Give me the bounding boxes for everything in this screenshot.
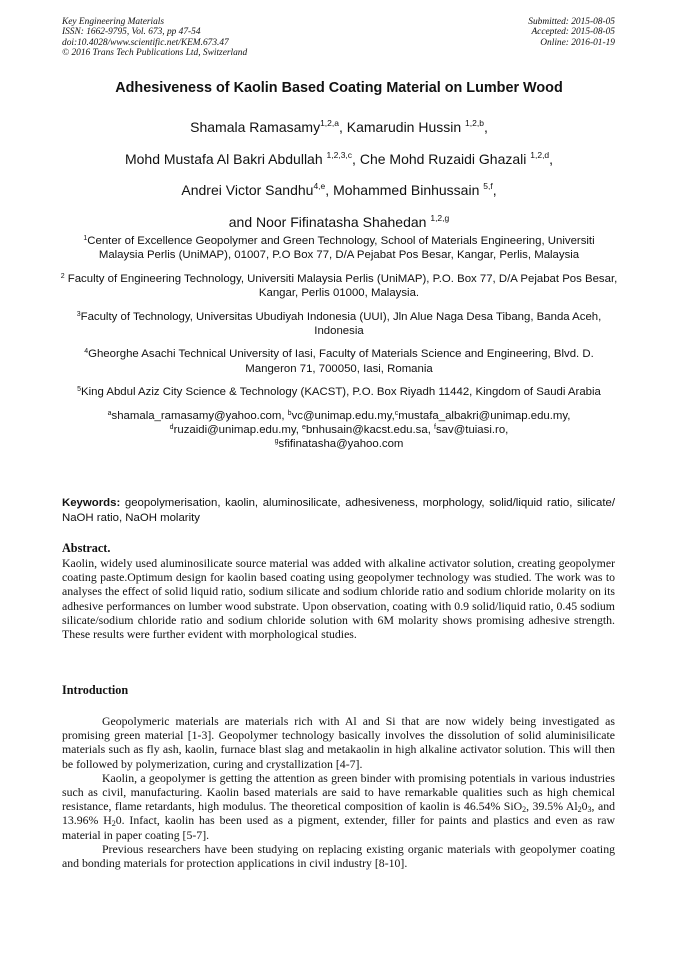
affiliation-text: Faculty of Technology, Universitas Ubudiyah Indonesia (UUI), Jln Alue Naga Desa Tibang, Banda Aceh, Indonesia xyxy=(80,310,602,338)
affiliation xyxy=(60,347,618,376)
author-separator: , xyxy=(483,119,488,135)
affiliation-number: 4 xyxy=(84,348,89,356)
affiliation xyxy=(60,385,618,399)
author-superscript: 4,e xyxy=(313,181,326,191)
author-separator: , xyxy=(325,182,334,198)
affiliation-number: 2 xyxy=(60,272,65,280)
subscript: 3 xyxy=(587,805,592,815)
email-marker: d xyxy=(169,424,174,432)
author-separator: , xyxy=(352,150,360,167)
author-name: Andrei Victor Sandhu xyxy=(181,182,314,198)
author-line xyxy=(0,175,678,207)
affiliation-number: 1 xyxy=(83,235,88,242)
text-run: 0 xyxy=(581,799,588,814)
abstract-text xyxy=(62,556,615,641)
email-marker: f xyxy=(434,424,436,432)
author-name: Shamala Ramasamy xyxy=(190,119,321,135)
author-superscript: 1,2,d xyxy=(530,149,550,160)
paragraph: Previous researchers have been studying on replacing existing organic materials with geopolymer coating and bonding materials for protection applications in civil industry [8-10]. xyxy=(62,841,615,871)
affiliation-number: 3 xyxy=(76,310,81,318)
journal-info xyxy=(62,17,247,59)
author-name: Kamarudin Hussin xyxy=(346,119,466,135)
author-superscript: 1,2,b xyxy=(465,118,484,128)
email-address: sfifinatasha@yahoo.com xyxy=(278,438,404,451)
text-run: Kaolin, a geopolymer is getting the attention as green binder with promising potentials in various industries such as civil, manufacturing. Kaolin based materials are said to have remarkable qualities such as high chemical resistance, flame retardants, high modulus. The theoretical composition of kaolin is 46.54% SiO xyxy=(62,770,615,814)
journal-name: Key Engineering Materials xyxy=(62,17,165,27)
introduction-body xyxy=(62,714,615,870)
email-line xyxy=(60,409,618,423)
email-marker: a xyxy=(107,409,112,417)
email-marker: c xyxy=(394,409,399,417)
text-run: , and 13.96% H xyxy=(62,799,615,828)
affiliations xyxy=(60,234,618,452)
email-address: shamala_ramasamy@yahoo.com, xyxy=(111,409,288,422)
submitted-date: Submitted: 2015-08-05 xyxy=(528,17,615,27)
paragraph xyxy=(62,771,615,842)
author-superscript: 1,2,3,c xyxy=(326,149,353,160)
paragraph: Geopolymeric materials are materials rich with Al and Si that are now widely being investigated as promising green material [1-3]. Geopolymer technology basically involves the dissolution of solid aluminisilicate materials such as fly ash, kaolin, furnace blast slag and metakaolin in high alkaline activator solution. This will then be followed by polymerization, curing and crystallization [4-7]. xyxy=(62,714,615,771)
keywords-label: Keywords: xyxy=(62,497,121,509)
author-line xyxy=(0,112,678,144)
email-address: mustafa_albakri@unimap.edu.my, xyxy=(398,409,571,422)
email-marker: b xyxy=(287,409,292,417)
issn: ISSN: 1662-9795, Vol. 673, pp 47-54 xyxy=(62,27,201,38)
author-separator: , xyxy=(338,119,347,135)
email-address: ruzaidi@unimap.edu.my, xyxy=(173,424,303,437)
affiliation-text: Faculty of Engineering Technology, Universiti Malaysia Perlis (UniMAP), P.O. Box 77, D/A Pejabat Pos Besar, Kangar, Perlis 01000, Malaysia. xyxy=(64,272,618,300)
keywords-text: geopolymerisation, kaolin, aluminosilicate, adhesiveness, morphology, solid/liquid ratio, silicate/ NaOH ratio, NaOH molarity xyxy=(62,497,615,524)
doi: doi:10.4028/www.scientific.net/KEM.673.47 xyxy=(62,37,229,48)
author-separator: , xyxy=(492,182,497,198)
subscript: 2 xyxy=(522,805,527,815)
email-address: sav@tuiasi.ro, xyxy=(435,424,509,437)
affiliation-text: Gheorghe Asachi Technical University of Iasi, Faculty of Materials Science and Engineering, Blvd. D. Mangeron 71, 700050, Iasi, Romania xyxy=(88,348,594,375)
email-line xyxy=(60,423,618,437)
author-name: Che Mohd Ruzaidi Ghazali xyxy=(359,150,531,167)
abstract-paragraph: Kaolin, widely used aluminosilicate source material was added with alkaline activator solution, creating geopolymer coating paste.Optimum design for kaolin based coating using geopolymer technology was studied. The work was to analyses the effect of solid liquid ratio, sodium silicate and sodium chloride ratio and sodium chloride molarity on its adhesive performances on lumber wood substrate. Upon observation, coating with 0.9 solid/liquid ratio, 0.45 sodium silicate/sodium chloride ratio and sodium chloride solution with 6M molarity shows promising adhesive strength. These results were further evident with morphological studies. xyxy=(62,556,615,642)
author-separator: , xyxy=(549,150,554,167)
affiliation-text: Center of Excellence Geopolymer and Green Technology, School of Materials Engineering, Universiti Malaysia Perlis (UniMAP), 01007, P.O Box 77, D/A Pejabat Pos Besar, Kangar, Perlis, Malaysia xyxy=(87,235,595,262)
author-superscript: 1,2,a xyxy=(320,118,339,128)
email-line xyxy=(60,437,618,451)
paper-title: Adhesiveness of Kaolin Based Coating Material on Lumber Wood xyxy=(115,80,563,96)
affiliation-text: King Abdul Aziz City Science & Technology (KACST), P.O. Box Riyadh 11442, Kingdom of Saudi Arabia xyxy=(81,386,601,399)
email-list xyxy=(60,409,618,452)
email-marker: e xyxy=(302,424,306,432)
author-name: Mohammed Binhussain xyxy=(333,182,484,198)
publication-dates xyxy=(528,17,615,48)
subscript: 2 xyxy=(111,819,116,829)
affiliation xyxy=(60,310,618,339)
author-name: Mohd Mustafa Al Bakri Abdullah xyxy=(124,150,327,167)
abstract-heading: Abstract. xyxy=(62,541,111,555)
subscript: 2 xyxy=(577,805,582,815)
author-name: and Noor Fifinatasha Shahedan xyxy=(228,213,431,230)
affiliation-number: 5 xyxy=(77,386,82,394)
introduction-heading: Introduction xyxy=(62,683,129,697)
affiliation xyxy=(60,234,618,263)
email-marker: g xyxy=(274,438,279,446)
author-superscript: 1,2,g xyxy=(430,212,450,223)
online-date: Online: 2016-01-19 xyxy=(540,37,615,48)
email-address: vc@unimap.edu.my, xyxy=(291,409,395,422)
author-superscript: 5,f xyxy=(483,181,493,191)
author-list xyxy=(0,112,678,238)
text-run: , 39.5% Al xyxy=(526,799,578,814)
affiliation xyxy=(60,272,618,301)
text-run: 0. Infact, kaolin has been used as a pigment, extender, filler for paints and plastics and even as raw material in paper coating [5-7]. xyxy=(62,813,616,842)
keywords xyxy=(62,496,615,525)
accepted-date: Accepted: 2015-08-05 xyxy=(531,27,615,38)
author-line xyxy=(0,144,678,176)
email-address: bnhusain@kacst.edu.sa, xyxy=(305,424,435,437)
copyright: © 2016 Trans Tech Publications Ltd, Switzerland xyxy=(62,48,248,59)
